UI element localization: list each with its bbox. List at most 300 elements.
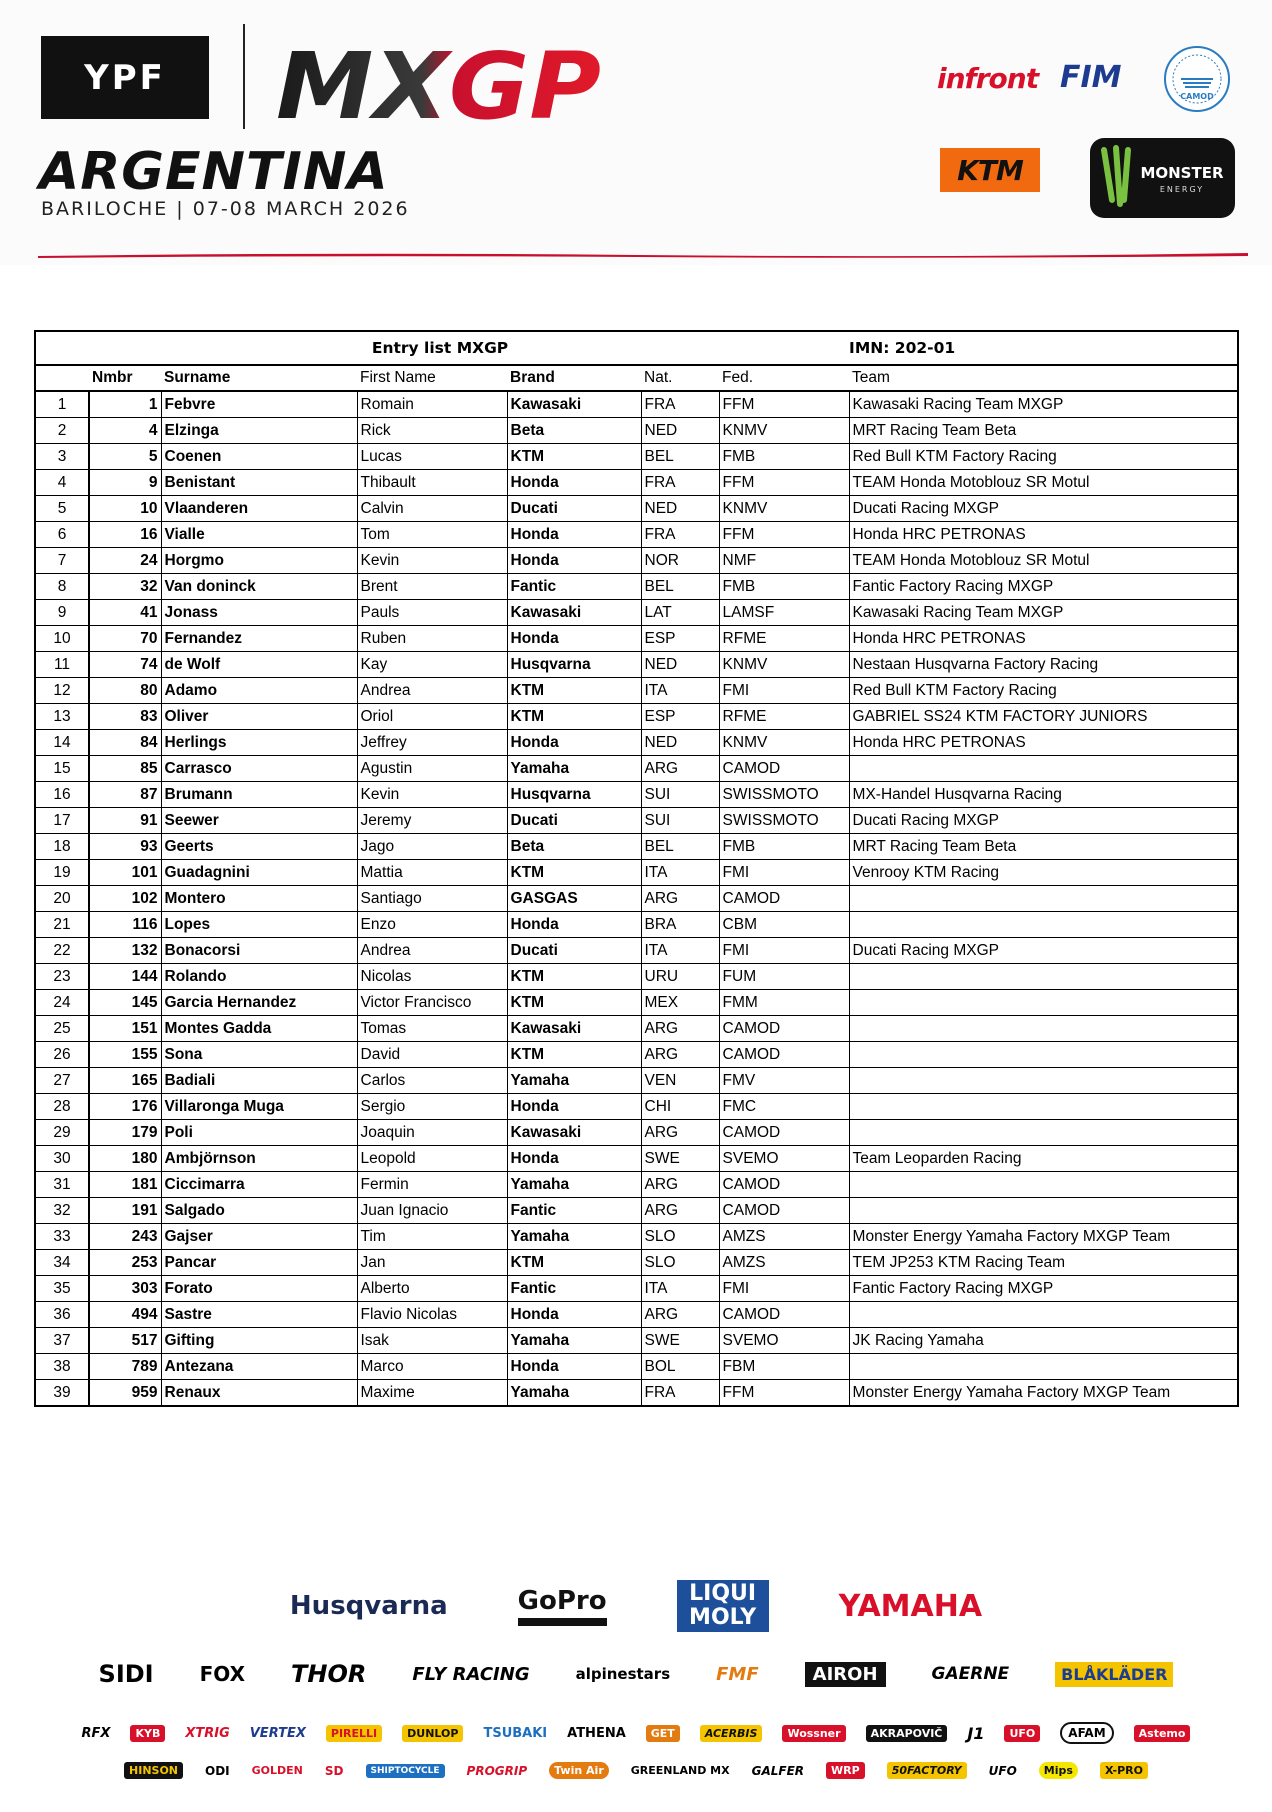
rider-team — [849, 1172, 1238, 1198]
rider-number: 116 — [89, 912, 161, 938]
row-index: 13 — [35, 704, 89, 730]
row-index: 21 — [35, 912, 89, 938]
rider-brand: Honda — [507, 730, 641, 756]
rider-number: 179 — [89, 1120, 161, 1146]
camod-logo-text: CAMOD — [1180, 92, 1214, 101]
row-index: 34 — [35, 1250, 89, 1276]
rider-team: Nestaan Husqvarna Factory Racing — [849, 652, 1238, 678]
rider-first-name: Carlos — [357, 1068, 507, 1094]
rider-nationality: NOR — [641, 548, 719, 574]
row-index: 7 — [35, 548, 89, 574]
row-index: 11 — [35, 652, 89, 678]
col-header-brand: Brand — [507, 365, 641, 391]
rider-nationality: URU — [641, 964, 719, 990]
rider-federation: SWISSMOTO — [719, 782, 849, 808]
rider-surname: Lopes — [161, 912, 357, 938]
sidi-logo: SIDI — [98, 1660, 154, 1688]
rider-federation: RFME — [719, 626, 849, 652]
rider-federation: CAMOD — [719, 1016, 849, 1042]
table-row — [35, 470, 1238, 496]
rider-surname: Benistant — [161, 470, 357, 496]
rider-team: Kawasaki Racing Team MXGP — [849, 600, 1238, 626]
fim-logo: FIM — [1060, 60, 1122, 95]
rider-federation: FMB — [719, 834, 849, 860]
page-header — [0, 0, 1272, 265]
rider-brand: Honda — [507, 470, 641, 496]
rider-surname: Rolando — [161, 964, 357, 990]
rider-nationality: BRA — [641, 912, 719, 938]
rider-first-name: Marco — [357, 1354, 507, 1380]
rider-surname: Vlaanderen — [161, 496, 357, 522]
col-header-nationality: Nat. — [641, 365, 719, 391]
rider-number: 1 — [89, 391, 161, 418]
rider-surname: Seewer — [161, 808, 357, 834]
rider-number: 155 — [89, 1042, 161, 1068]
rider-nationality: ARG — [641, 1016, 719, 1042]
rider-first-name: David — [357, 1042, 507, 1068]
rider-brand: Yamaha — [507, 1172, 641, 1198]
table-row — [35, 548, 1238, 574]
rider-team: Team Leoparden Racing — [849, 1146, 1238, 1172]
rider-brand: Honda — [507, 912, 641, 938]
rider-first-name: Leopold — [357, 1146, 507, 1172]
rider-surname: Geerts — [161, 834, 357, 860]
astemo-logo: Astemo — [1134, 1725, 1191, 1742]
afam-logo: AFAM — [1060, 1722, 1113, 1744]
odi-logo: ODI — [205, 1763, 230, 1778]
rider-team: Ducati Racing MXGP — [849, 808, 1238, 834]
row-index: 20 — [35, 886, 89, 912]
rider-number: 70 — [89, 626, 161, 652]
rider-number: 165 — [89, 1068, 161, 1094]
rider-first-name: Isak — [357, 1328, 507, 1354]
liqui-moly-logo: LIQUI MOLY — [677, 1580, 769, 1632]
rider-team: Fantic Factory Racing MXGP — [849, 1276, 1238, 1302]
rider-team: Red Bull KTM Factory Racing — [849, 444, 1238, 470]
rider-brand: KTM — [507, 990, 641, 1016]
golden-logo: GOLDEN — [251, 1764, 303, 1777]
rider-surname: Forato — [161, 1276, 357, 1302]
husqvarna-logo: Husqvarna — [289, 1591, 448, 1621]
rider-nationality: ITA — [641, 938, 719, 964]
thor-logo: THOR — [291, 1660, 367, 1688]
rider-number: 85 — [89, 756, 161, 782]
col-header-team: Team — [849, 365, 1238, 391]
table-row — [35, 496, 1238, 522]
rider-team — [849, 1302, 1238, 1328]
table-row — [35, 418, 1238, 444]
sponsor-row-2 — [0, 1660, 1272, 1688]
monster-energy-logo — [1090, 138, 1235, 218]
rider-surname: Vialle — [161, 522, 357, 548]
rider-surname: Ciccimarra — [161, 1172, 357, 1198]
rider-brand: Kawasaki — [507, 600, 641, 626]
rider-federation: FMB — [719, 574, 849, 600]
rider-first-name: Victor Francisco — [357, 990, 507, 1016]
rider-brand: Kawasaki — [507, 1016, 641, 1042]
rider-first-name: Jeffrey — [357, 730, 507, 756]
fox-logo: FOX — [199, 1662, 245, 1686]
rider-team: Kawasaki Racing Team MXGP — [849, 391, 1238, 418]
rider-surname: Badiali — [161, 1068, 357, 1094]
rider-number: 10 — [89, 496, 161, 522]
rider-brand: Honda — [507, 626, 641, 652]
table-row — [35, 1224, 1238, 1250]
entry-list-table — [34, 330, 1239, 1407]
sponsor-row-main — [0, 1580, 1272, 1632]
rider-nationality: SWE — [641, 1146, 719, 1172]
rider-first-name: Agustin — [357, 756, 507, 782]
mxgp-logo — [276, 30, 606, 140]
sd-logo: SD — [324, 1763, 344, 1778]
rider-surname: Guadagnini — [161, 860, 357, 886]
row-index: 32 — [35, 1198, 89, 1224]
gopro-logo: GoPro — [518, 1586, 607, 1626]
rider-nationality: ARG — [641, 886, 719, 912]
rider-federation: CAMOD — [719, 886, 849, 912]
rider-surname: Poli — [161, 1120, 357, 1146]
rider-first-name: Alberto — [357, 1276, 507, 1302]
rider-team: Fantic Factory Racing MXGP — [849, 574, 1238, 600]
vertex-logo: VERTEX — [249, 1725, 306, 1741]
table-row — [35, 522, 1238, 548]
rider-surname: Elzinga — [161, 418, 357, 444]
rider-brand: Yamaha — [507, 1328, 641, 1354]
rider-number: 93 — [89, 834, 161, 860]
rider-brand: Honda — [507, 1094, 641, 1120]
rider-team: Monster Energy Yamaha Factory MXGP Team — [849, 1380, 1238, 1407]
rider-brand: KTM — [507, 678, 641, 704]
50factory-logo: 50FACTORY — [887, 1762, 967, 1779]
table-row — [35, 912, 1238, 938]
rider-surname: Montero — [161, 886, 357, 912]
col-header-federation: Fed. — [719, 365, 849, 391]
rider-first-name: Joaquin — [357, 1120, 507, 1146]
row-index: 26 — [35, 1042, 89, 1068]
row-index: 37 — [35, 1328, 89, 1354]
rider-number: 959 — [89, 1380, 161, 1407]
row-index: 12 — [35, 678, 89, 704]
rider-surname: Salgado — [161, 1198, 357, 1224]
rider-surname: Antezana — [161, 1354, 357, 1380]
rider-team — [849, 886, 1238, 912]
rider-brand: Ducati — [507, 938, 641, 964]
alpinestars-logo: alpinestars — [575, 1665, 671, 1683]
camod-logo — [1163, 45, 1231, 113]
rider-number: 74 — [89, 652, 161, 678]
rider-brand: Yamaha — [507, 1224, 641, 1250]
galfer-logo: GALFER — [751, 1763, 805, 1778]
rider-number: 517 — [89, 1328, 161, 1354]
rider-team: Ducati Racing MXGP — [849, 938, 1238, 964]
row-index: 30 — [35, 1146, 89, 1172]
sponsor-row-3 — [0, 1722, 1272, 1744]
rider-federation: FBM — [719, 1354, 849, 1380]
rider-team: Monster Energy Yamaha Factory MXGP Team — [849, 1224, 1238, 1250]
rider-number: 144 — [89, 964, 161, 990]
row-index: 24 — [35, 990, 89, 1016]
table-row — [35, 444, 1238, 470]
table-row — [35, 964, 1238, 990]
rider-federation: CAMOD — [719, 1120, 849, 1146]
rider-federation: FUM — [719, 964, 849, 990]
rider-nationality: ITA — [641, 860, 719, 886]
rider-federation: FMV — [719, 1068, 849, 1094]
wrp-logo: WRP — [826, 1762, 865, 1779]
rider-surname: Horgmo — [161, 548, 357, 574]
table-row — [35, 1120, 1238, 1146]
rider-nationality: BEL — [641, 834, 719, 860]
row-index: 10 — [35, 626, 89, 652]
rider-nationality: ARG — [641, 1198, 719, 1224]
rider-brand: KTM — [507, 860, 641, 886]
rider-number: 151 — [89, 1016, 161, 1042]
rider-first-name: Mattia — [357, 860, 507, 886]
rider-brand: KTM — [507, 1042, 641, 1068]
rider-first-name: Jeremy — [357, 808, 507, 834]
rider-team — [849, 1094, 1238, 1120]
rider-brand: Honda — [507, 548, 641, 574]
table-header-row — [35, 365, 1238, 391]
row-index: 38 — [35, 1354, 89, 1380]
infront-logo: infront — [937, 62, 1039, 95]
rider-surname: Ambjörnson — [161, 1146, 357, 1172]
rider-brand: KTM — [507, 1250, 641, 1276]
table-row — [35, 1276, 1238, 1302]
rider-first-name: Kevin — [357, 548, 507, 574]
col-header-surname: Surname — [161, 365, 357, 391]
table-row — [35, 990, 1238, 1016]
rider-first-name: Calvin — [357, 496, 507, 522]
rider-nationality: SUI — [641, 782, 719, 808]
rider-team: Honda HRC PETRONAS — [849, 626, 1238, 652]
rider-nationality: ESP — [641, 704, 719, 730]
rider-team — [849, 756, 1238, 782]
rider-nationality: SLO — [641, 1224, 719, 1250]
event-title: ARGENTINA — [39, 142, 389, 202]
rider-brand: Ducati — [507, 808, 641, 834]
row-index: 2 — [35, 418, 89, 444]
row-index: 17 — [35, 808, 89, 834]
rider-team — [849, 1120, 1238, 1146]
rider-number: 9 — [89, 470, 161, 496]
rider-first-name: Oriol — [357, 704, 507, 730]
rider-number: 41 — [89, 600, 161, 626]
rider-federation: FMI — [719, 1276, 849, 1302]
rider-first-name: Juan Ignacio — [357, 1198, 507, 1224]
get-logo: GET — [646, 1725, 680, 1742]
j1-logo: J1 — [967, 1723, 985, 1743]
rider-brand: Kawasaki — [507, 1120, 641, 1146]
rider-first-name: Andrea — [357, 678, 507, 704]
rider-number: 132 — [89, 938, 161, 964]
rider-federation: FMI — [719, 678, 849, 704]
rider-federation: FMB — [719, 444, 849, 470]
row-index: 9 — [35, 600, 89, 626]
rider-surname: Gajser — [161, 1224, 357, 1250]
rider-first-name: Kevin — [357, 782, 507, 808]
row-index: 4 — [35, 470, 89, 496]
rider-surname: de Wolf — [161, 652, 357, 678]
akrapovic-logo: AKRAPOVIČ — [866, 1725, 948, 1742]
rider-nationality: NED — [641, 418, 719, 444]
rider-team: TEAM Honda Motoblouz SR Motul — [849, 548, 1238, 574]
rider-brand: KTM — [507, 964, 641, 990]
table-row — [35, 1250, 1238, 1276]
rider-number: 24 — [89, 548, 161, 574]
rider-nationality: BOL — [641, 1354, 719, 1380]
rider-brand: Kawasaki — [507, 391, 641, 418]
rider-team — [849, 912, 1238, 938]
table-row — [35, 938, 1238, 964]
rider-brand: KTM — [507, 444, 641, 470]
rider-team: Red Bull KTM Factory Racing — [849, 678, 1238, 704]
rider-federation: SVEMO — [719, 1146, 849, 1172]
rider-number: 180 — [89, 1146, 161, 1172]
shiptocycle-logo: SHIPTOCYCLE — [366, 1764, 445, 1778]
rider-brand: GASGAS — [507, 886, 641, 912]
header-divider — [243, 24, 245, 129]
table-title-row — [35, 331, 1238, 365]
rider-team: MRT Racing Team Beta — [849, 834, 1238, 860]
rider-federation: FFM — [719, 1380, 849, 1407]
rider-nationality: FRA — [641, 391, 719, 418]
table-row — [35, 756, 1238, 782]
rider-first-name: Ruben — [357, 626, 507, 652]
rider-federation: SVEMO — [719, 1328, 849, 1354]
row-index: 6 — [35, 522, 89, 548]
rider-federation: KNMV — [719, 418, 849, 444]
acerbis-logo: ACERBIS — [700, 1725, 763, 1742]
rider-number: 80 — [89, 678, 161, 704]
table-row — [35, 652, 1238, 678]
rider-federation: FMC — [719, 1094, 849, 1120]
rider-number: 243 — [89, 1224, 161, 1250]
greenland-mx-logo: GREENLAND MX — [630, 1764, 730, 1777]
sponsor-row-4 — [0, 1762, 1272, 1779]
table-row — [35, 704, 1238, 730]
row-index: 36 — [35, 1302, 89, 1328]
rider-nationality: ARG — [641, 1172, 719, 1198]
rider-surname: Herlings — [161, 730, 357, 756]
athena-logo: ATHENA — [567, 1725, 626, 1741]
rider-first-name: Sergio — [357, 1094, 507, 1120]
table-row — [35, 1068, 1238, 1094]
rider-surname: Gifting — [161, 1328, 357, 1354]
rider-brand: Husqvarna — [507, 652, 641, 678]
rider-nationality: SLO — [641, 1250, 719, 1276]
rider-number: 4 — [89, 418, 161, 444]
rider-federation: CAMOD — [719, 1302, 849, 1328]
rider-number: 176 — [89, 1094, 161, 1120]
rider-nationality: SWE — [641, 1328, 719, 1354]
rider-surname: Sona — [161, 1042, 357, 1068]
rider-surname: Jonass — [161, 600, 357, 626]
rfx-logo: RFX — [81, 1725, 111, 1741]
col-header-number: Nmbr — [89, 365, 161, 391]
rider-federation: FFM — [719, 470, 849, 496]
rider-team: GABRIEL SS24 KTM FACTORY JUNIORS — [849, 704, 1238, 730]
rider-brand: Fantic — [507, 1198, 641, 1224]
rider-nationality: FRA — [641, 1380, 719, 1407]
entry-list-body — [35, 391, 1238, 1406]
rider-federation: CBM — [719, 912, 849, 938]
rider-brand: Yamaha — [507, 1380, 641, 1407]
monster-logo-text: MONSTER — [1140, 164, 1224, 182]
rider-first-name: Maxime — [357, 1380, 507, 1407]
row-index: 1 — [35, 391, 89, 418]
blaklader-logo: BLÅKLÄDER — [1055, 1662, 1173, 1687]
twin-air-logo: Twin Air — [549, 1762, 609, 1779]
rider-first-name: Pauls — [357, 600, 507, 626]
row-index: 14 — [35, 730, 89, 756]
rider-first-name: Jan — [357, 1250, 507, 1276]
rider-first-name: Tom — [357, 522, 507, 548]
wossner-logo: Wossner — [782, 1725, 845, 1742]
table-row — [35, 1172, 1238, 1198]
rider-surname: Pancar — [161, 1250, 357, 1276]
rider-brand: Ducati — [507, 496, 641, 522]
rider-first-name: Santiago — [357, 886, 507, 912]
rider-surname: Coenen — [161, 444, 357, 470]
rider-surname: Bonacorsi — [161, 938, 357, 964]
rider-nationality: ARG — [641, 1120, 719, 1146]
rider-surname: Carrasco — [161, 756, 357, 782]
rider-number: 84 — [89, 730, 161, 756]
rider-first-name: Fermin — [357, 1172, 507, 1198]
rider-number: 83 — [89, 704, 161, 730]
rider-number: 102 — [89, 886, 161, 912]
rider-first-name: Enzo — [357, 912, 507, 938]
rider-nationality: NED — [641, 496, 719, 522]
rider-nationality: ITA — [641, 678, 719, 704]
rider-number: 101 — [89, 860, 161, 886]
rider-nationality: NED — [641, 652, 719, 678]
rider-first-name: Lucas — [357, 444, 507, 470]
table-row — [35, 1094, 1238, 1120]
table-row — [35, 886, 1238, 912]
rider-nationality: FRA — [641, 522, 719, 548]
rider-nationality: VEN — [641, 1068, 719, 1094]
rider-brand: Yamaha — [507, 756, 641, 782]
rider-team: JK Racing Yamaha — [849, 1328, 1238, 1354]
rider-federation: FMI — [719, 860, 849, 886]
table-row — [35, 678, 1238, 704]
table-row — [35, 808, 1238, 834]
rider-number: 494 — [89, 1302, 161, 1328]
row-index: 28 — [35, 1094, 89, 1120]
rider-surname: Febvre — [161, 391, 357, 418]
rider-first-name: Thibault — [357, 470, 507, 496]
rider-federation: FFM — [719, 391, 849, 418]
table-title: Entry list MXGP — [161, 331, 719, 365]
table-row — [35, 1354, 1238, 1380]
row-index: 3 — [35, 444, 89, 470]
imn-number: IMN: 202-01 — [719, 331, 1238, 365]
table-row — [35, 626, 1238, 652]
row-index: 16 — [35, 782, 89, 808]
rider-first-name: Rick — [357, 418, 507, 444]
rider-federation: NMF — [719, 548, 849, 574]
rider-team — [849, 1198, 1238, 1224]
xtrig-logo: XTRIG — [185, 1725, 230, 1741]
table-row — [35, 782, 1238, 808]
rider-team — [849, 990, 1238, 1016]
rider-team: Honda HRC PETRONAS — [849, 522, 1238, 548]
rider-nationality: ITA — [641, 1276, 719, 1302]
rider-first-name: Kay — [357, 652, 507, 678]
rider-federation: KNMV — [719, 496, 849, 522]
